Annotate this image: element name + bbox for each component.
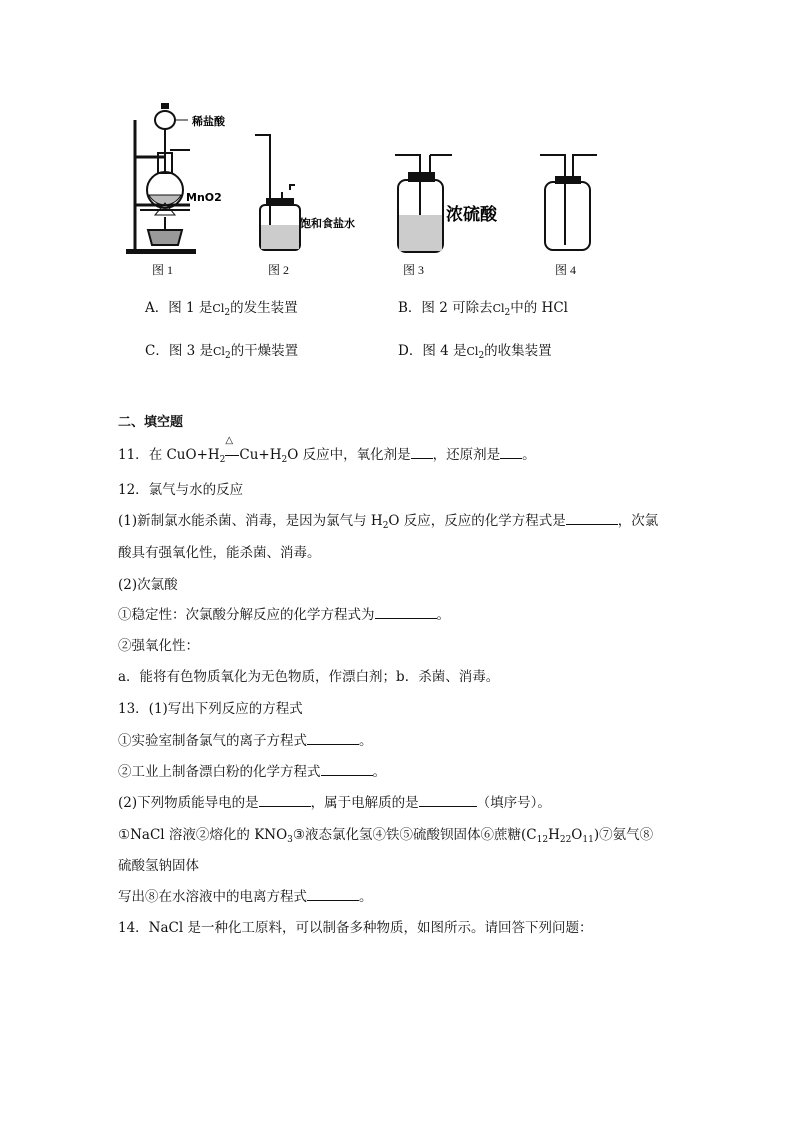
blank-12-2[interactable] xyxy=(375,606,437,619)
blank-13-1[interactable] xyxy=(307,732,359,745)
fig1-caption: 图 1 xyxy=(152,263,174,277)
blank-13-4[interactable] xyxy=(419,794,477,807)
option-c[interactable]: C．图 3 是$Cl_2$的干燥装置 xyxy=(145,343,299,361)
section-heading: 二、填空题 xyxy=(118,415,184,430)
question-14: 14．NaCl 是一种化工原料，可以制备多种物质，如图所示。请回答下列问题： xyxy=(118,920,593,936)
question-12-uses: a．能将有色物质氧化为无色物质，作漂白剂；b．杀菌、消毒。 xyxy=(118,669,500,685)
blank-reductant[interactable] xyxy=(500,446,522,459)
figure-4-collecting-bottle xyxy=(535,150,615,260)
blank-12-1[interactable] xyxy=(566,512,618,525)
question-13-line3: (2)下列物质能导电的是 ，属于电解质的是 （填序号）。 xyxy=(118,795,551,811)
fig2-label: 饱和食盐水 xyxy=(300,217,355,230)
question-13-substances: ①NaCl 溶液②熔化的 $KNO_3③$液态氯化氢④铁⑤硫酸钡固体⑥蔗糖$(C_{12}H_{22}O_{11})⑦$氨气⑧ xyxy=(118,827,654,845)
fig2-caption: 图 2 xyxy=(268,263,290,277)
question-13-line6: 写出⑧在水溶液中的电离方程式 。 xyxy=(118,889,373,905)
fig1-label-acid: 稀盐酸 xyxy=(192,115,225,128)
fig1-label-mno2: MnO2 xyxy=(186,191,222,204)
fig3-caption: 图 3 xyxy=(403,263,425,277)
question-13-title: 13．(1)写出下列反应的方程式 xyxy=(118,701,303,717)
question-12-title: 12．氯气与水的反应 xyxy=(118,482,244,498)
question-12-oxidizing: ②强氧化性： xyxy=(118,638,199,654)
question-12-part1-line2: 酸具有强氧化性，能杀菌、消毒。 xyxy=(118,545,321,561)
blank-13-2[interactable] xyxy=(321,763,373,776)
blank-13-3[interactable] xyxy=(259,794,311,807)
option-a[interactable]: A．图 1 是$Cl_2$的发生装置 xyxy=(145,300,298,318)
fig3-label: 浓硫酸 xyxy=(446,205,497,225)
question-12-stability: ①稳定性：次氯酸分解反应的化学方程式为 。 xyxy=(118,607,450,623)
question-13-line1: ①实验室制备氯气的离子方程式 。 xyxy=(118,733,373,749)
blank-oxidant[interactable] xyxy=(411,446,433,459)
question-12-part2: (2)次氯酸 xyxy=(118,577,178,593)
question-13-line2: ②工业上制备漂白粉的化学方程式 。 xyxy=(118,764,386,780)
option-d[interactable]: D．图 4 是$Cl_2$的收集装置 xyxy=(398,343,552,361)
question-12-part1: (1)新制氯水能杀菌、消毒，是因为氯气与 $H_2O$ 反应，反应的化学方程式是 ，次氯 xyxy=(118,513,659,531)
fig4-caption: 图 4 xyxy=(555,263,577,277)
option-b[interactable]: B．图 2 可除去$Cl_2$中的 HCl xyxy=(398,300,568,318)
question-11: 11．在 $CuO+H_2$ △ $Cu+H_2O$ 反应中，氧化剂是 ，还原剂是 。 xyxy=(118,435,536,465)
figure-3-drying-bottle xyxy=(390,150,530,260)
question-13-substances-line2: 硫酸氢钠固体 xyxy=(118,858,199,874)
figure-2-washing-bottle xyxy=(250,130,370,260)
blank-13-5[interactable] xyxy=(307,888,359,901)
